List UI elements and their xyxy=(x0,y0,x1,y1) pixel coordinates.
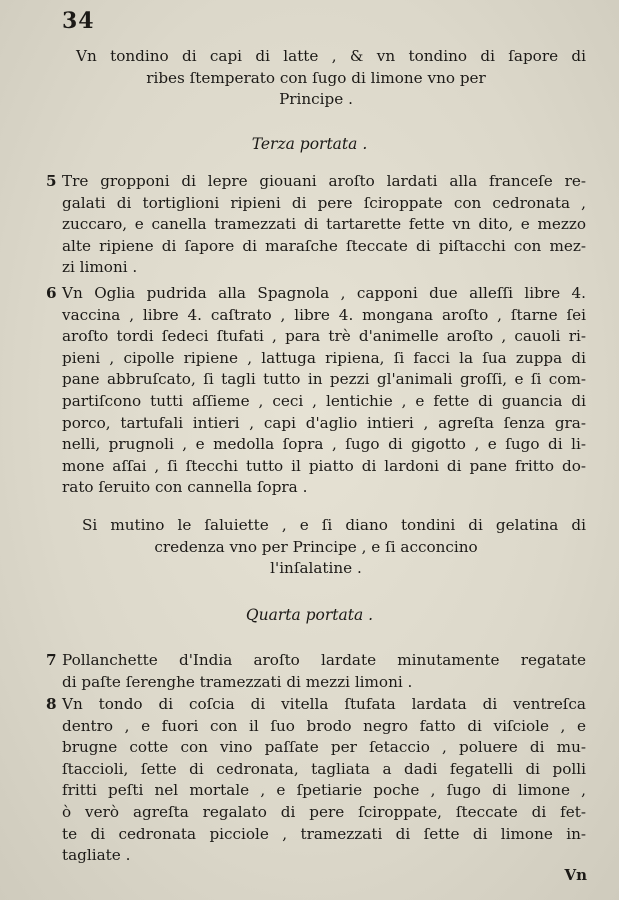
entry-5-number: 5 xyxy=(46,172,57,190)
heading-terza-portata: Terza portata . xyxy=(251,135,368,153)
entry-8-line-5: fritti peſti nel mortale , e ſpetiarie poche , ſugo di limone , xyxy=(62,781,586,800)
entry-6-line-1 xyxy=(46,283,586,305)
entry-5-text-1: Tre gropponi di lepre giouani aroſto lardati alla franceſe re- xyxy=(62,172,586,190)
heading-quarta-portata: Quarta portata . xyxy=(245,606,374,624)
note-line-3: l'inſalatine . xyxy=(270,559,362,578)
entry-5-line-4: alte ripiene di ſapore di maraſche ſteccate di piſtacchi con mez- xyxy=(62,236,586,255)
intro-line-1: Vn tondino di capi di latte , & vn tondino di ſapore di xyxy=(76,47,586,65)
entry-6-line-10: rato ſeruito con cannella ſopra . xyxy=(62,478,308,497)
note-line-2: credenza vno per Principe , e ſi acconcino xyxy=(154,537,478,556)
entry-6-line-7: porco, tartufali intieri , capi d'aglio intieri , agreſta ſenza gra- xyxy=(62,413,586,432)
note-line-1: Si mutino le ſaluiette , e ſi diano tondini di gelatina di xyxy=(82,516,586,534)
catchword: Vn xyxy=(564,866,587,884)
entry-8-line-6: ò verò agreſta regalato di pere ſciroppate, ſteccate di fet- xyxy=(62,802,586,821)
entry-7 xyxy=(46,650,586,693)
intro-paragraph xyxy=(46,46,586,111)
entry-8-line-1 xyxy=(46,694,586,716)
entry-8 xyxy=(46,694,586,867)
entry-8-line-7: te di cedronata picciole , tramezzati di ſette di limone in- xyxy=(62,824,586,843)
entry-5-line-3: zuccaro, e canella tramezzati di tartarette fette vn dito, e mezzo xyxy=(62,215,586,234)
entry-5-line-1 xyxy=(46,171,586,193)
entry-6-line-2: vaccina , libre 4. caſtrato , libre 4. mongana aroſto , ſtarne ſei xyxy=(62,305,586,324)
entry-6-line-5: pane abbruſcato, ſi tagli tutto in pezzi gl'animali groſſi, e ſi com- xyxy=(62,370,586,389)
entry-6-line-9: mone aſſai , ſi ſtecchi tutto il piatto di lardoni di pane fritto do- xyxy=(62,456,586,475)
entry-8-line-2: dentro , e fuori con il ſuo brodo negro fatto di viſciole , e xyxy=(62,716,586,735)
entry-6-line-4: pieni , cipolle ripiene , lattuga ripiena, ſi facci la ſua zuppa di xyxy=(62,348,586,367)
entry-5-line-5: zi limoni . xyxy=(62,258,138,277)
entry-5 xyxy=(46,171,586,279)
entry-7-text-1: Pollanchette d'India aroſto lardate minutamente regatate xyxy=(62,651,586,669)
entry-6-line-3: aroſto tordi ſedeci ſtufati , para trè d'animelle aroſto , cauoli ri- xyxy=(62,327,586,346)
entry-6-line-6: partiſcono tutti aſſieme , ceci , lentichie , e fette di guancia di xyxy=(62,391,586,410)
entry-7-line-1 xyxy=(46,650,586,672)
entry-8-text-1: Vn tondo di coſcia di vitella ſtufata lardata di ventreſca xyxy=(62,695,586,713)
entry-6 xyxy=(46,283,586,499)
entry-6-number: 6 xyxy=(46,284,57,302)
intro-line-3: Principe . xyxy=(279,90,353,109)
entry-7-number: 7 xyxy=(46,651,57,669)
entry-8-number: 8 xyxy=(46,695,57,713)
entry-6-line-8: nelli, prugnoli , e medolla ſopra , ſugo di gigotto , e ſugo di li- xyxy=(62,435,586,454)
note-paragraph xyxy=(46,515,586,580)
intro-line-2: ribes ſtemperato con ſugo di limone vno per xyxy=(146,68,486,87)
entry-5-line-2: galati di tortiglioni ripieni di pere ſciroppate con cedronata , xyxy=(62,193,586,212)
entry-8-line-3: brugne cotte con vino paſſate per ſetaccio , poluere di mu- xyxy=(62,738,586,757)
entry-7-line-2: di paſte ſerenghe tramezzati di mezzi limoni . xyxy=(62,672,413,691)
page-number: 34 xyxy=(62,8,95,34)
entry-8-line-8: tagliate . xyxy=(62,846,131,865)
entry-8-line-4: ſtaccioli, ſette di cedronata, tagliata a dadi fegatelli di polli xyxy=(62,759,586,778)
entry-6-text-1: Vn Oglia pudrida alla Spagnola , capponi due alleſſi libre 4. xyxy=(62,284,586,302)
